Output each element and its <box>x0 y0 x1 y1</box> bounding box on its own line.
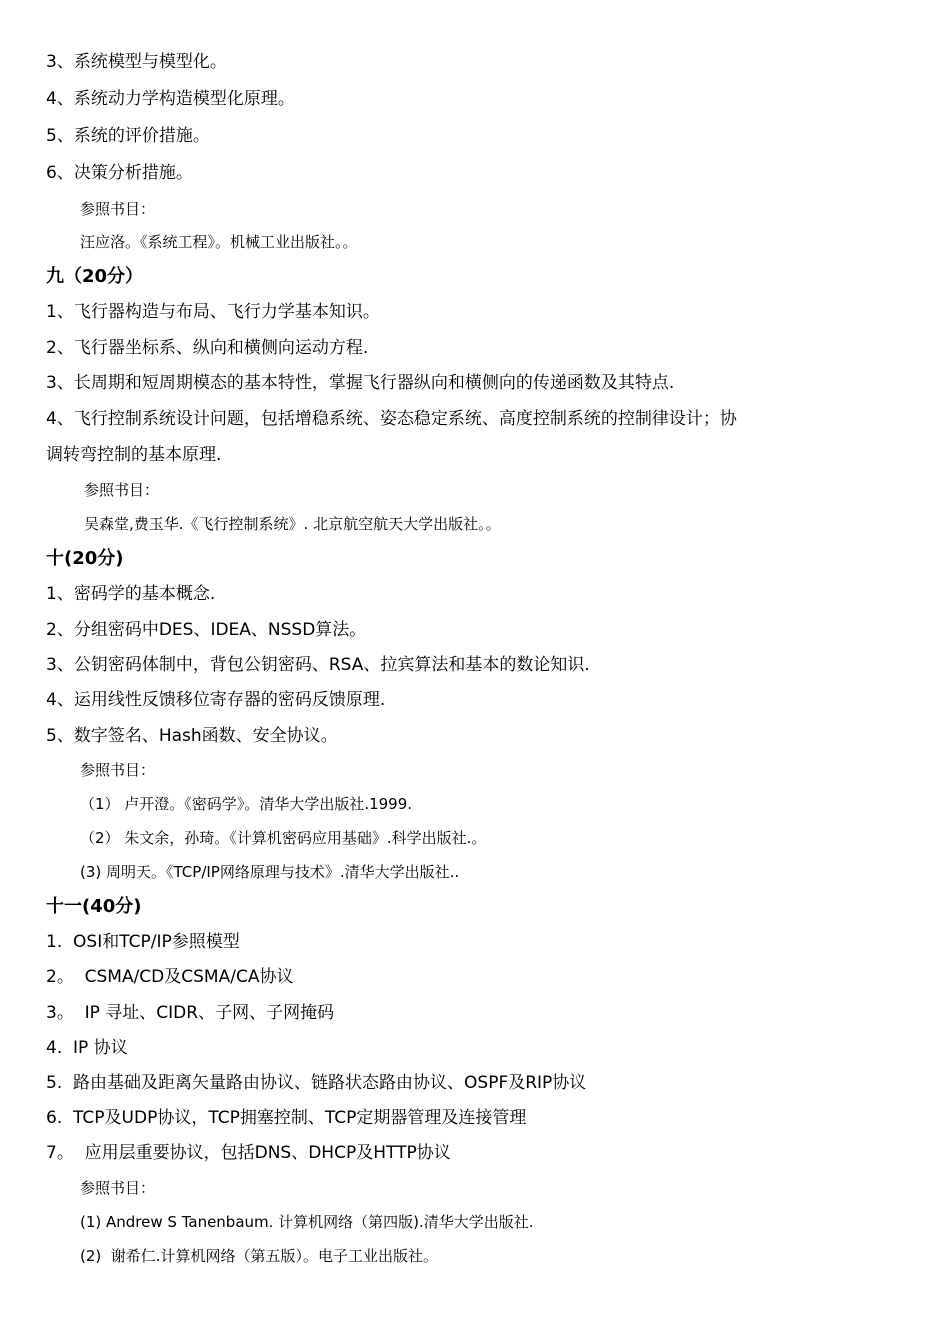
reference-item: 吴森堂,费玉华.《飞行控制系统》. 北京航空航天大学出版社。。 <box>84 515 501 533</box>
list-item: 3、系统模型与模型化。 <box>46 52 227 72</box>
list-item: 1、密码学的基本概念. <box>46 584 216 604</box>
reference-item: (3) 周明天。《TCP/IP网络原理与技术》.清华大学出版社.. <box>80 863 460 881</box>
list-item: 5、系统的评价措施。 <box>46 126 210 146</box>
list-item: 1. OSI和TCP/IP参照模型 <box>46 932 240 952</box>
list-item: 3、长周期和短周期模态的基本特性，掌握飞行器纵向和横侧向的传递函数及其特点. <box>46 373 675 393</box>
list-item: 3。 IP 寻址、CIDR、子网、子网掩码 <box>46 1003 335 1023</box>
reference-heading: 参照书目： <box>80 1179 156 1197</box>
list-item: 2。 CSMA/CD及CSMA/CA协议 <box>46 967 294 987</box>
list-item: 4、系统动力学构造模型化原理。 <box>46 89 295 109</box>
reference-item: (2) 谢希仁.计算机网络（第五版）。电子工业出版社。 <box>80 1247 439 1265</box>
reference-item: (1) Andrew S Tanenbaum. 计算机网络（第四版).清华大学出版社. <box>80 1213 534 1231</box>
reference-item: （1） 卢开澄。《密码学》。清华大学出版社.1999. <box>80 795 413 813</box>
reference-heading: 参照书目： <box>80 761 156 779</box>
reference-heading: 参照书目： <box>80 200 156 218</box>
list-item: 2、飞行器坐标系、纵向和横侧向运动方程. <box>46 338 369 358</box>
reference-item: 汪应洛。《系统工程》。机械工业出版社。。 <box>80 233 358 251</box>
section-heading: 十(20分) <box>46 548 124 569</box>
list-item: 1、飞行器构造与布局、飞行力学基本知识。 <box>46 302 380 322</box>
reference-heading: 参照书目： <box>84 481 160 499</box>
list-item: 5、数字签名、Hash函数、安全协议。 <box>46 726 338 746</box>
list-item: 6. TCP及UDP协议，TCP拥塞控制、TCP定期器管理及连接管理 <box>46 1108 527 1128</box>
list-item: 4. IP 协议 <box>46 1038 128 1058</box>
list-item: 5. 路由基础及距离矢量路由协议、链路状态路由协议、OSPF及RIP协议 <box>46 1073 587 1093</box>
list-item: 6、决策分析措施。 <box>46 163 193 183</box>
list-item: 4、运用线性反馈移位寄存器的密码反馈原理. <box>46 690 386 710</box>
list-item: 7。 应用层重要协议，包括DNS、DHCP及HTTP协议 <box>46 1143 451 1163</box>
list-item-continuation: 调转弯控制的基本原理. <box>46 445 222 465</box>
list-item: 2、分组密码中DES、IDEA、NSSD算法。 <box>46 620 367 640</box>
section-heading: 十一(40分) <box>46 896 142 917</box>
section-heading: 九（20分） <box>46 266 144 287</box>
list-item: 4、飞行控制系统设计问题，包括增稳系统、姿态稳定系统、高度控制系统的控制律设计；协 <box>46 409 737 429</box>
list-item: 3、公钥密码体制中，背包公钥密码、RSA、拉宾算法和基本的数论知识. <box>46 655 590 675</box>
reference-item: （2） 朱文余，孙琦。《计算机密码应用基础》.科学出版社.。 <box>80 829 487 847</box>
